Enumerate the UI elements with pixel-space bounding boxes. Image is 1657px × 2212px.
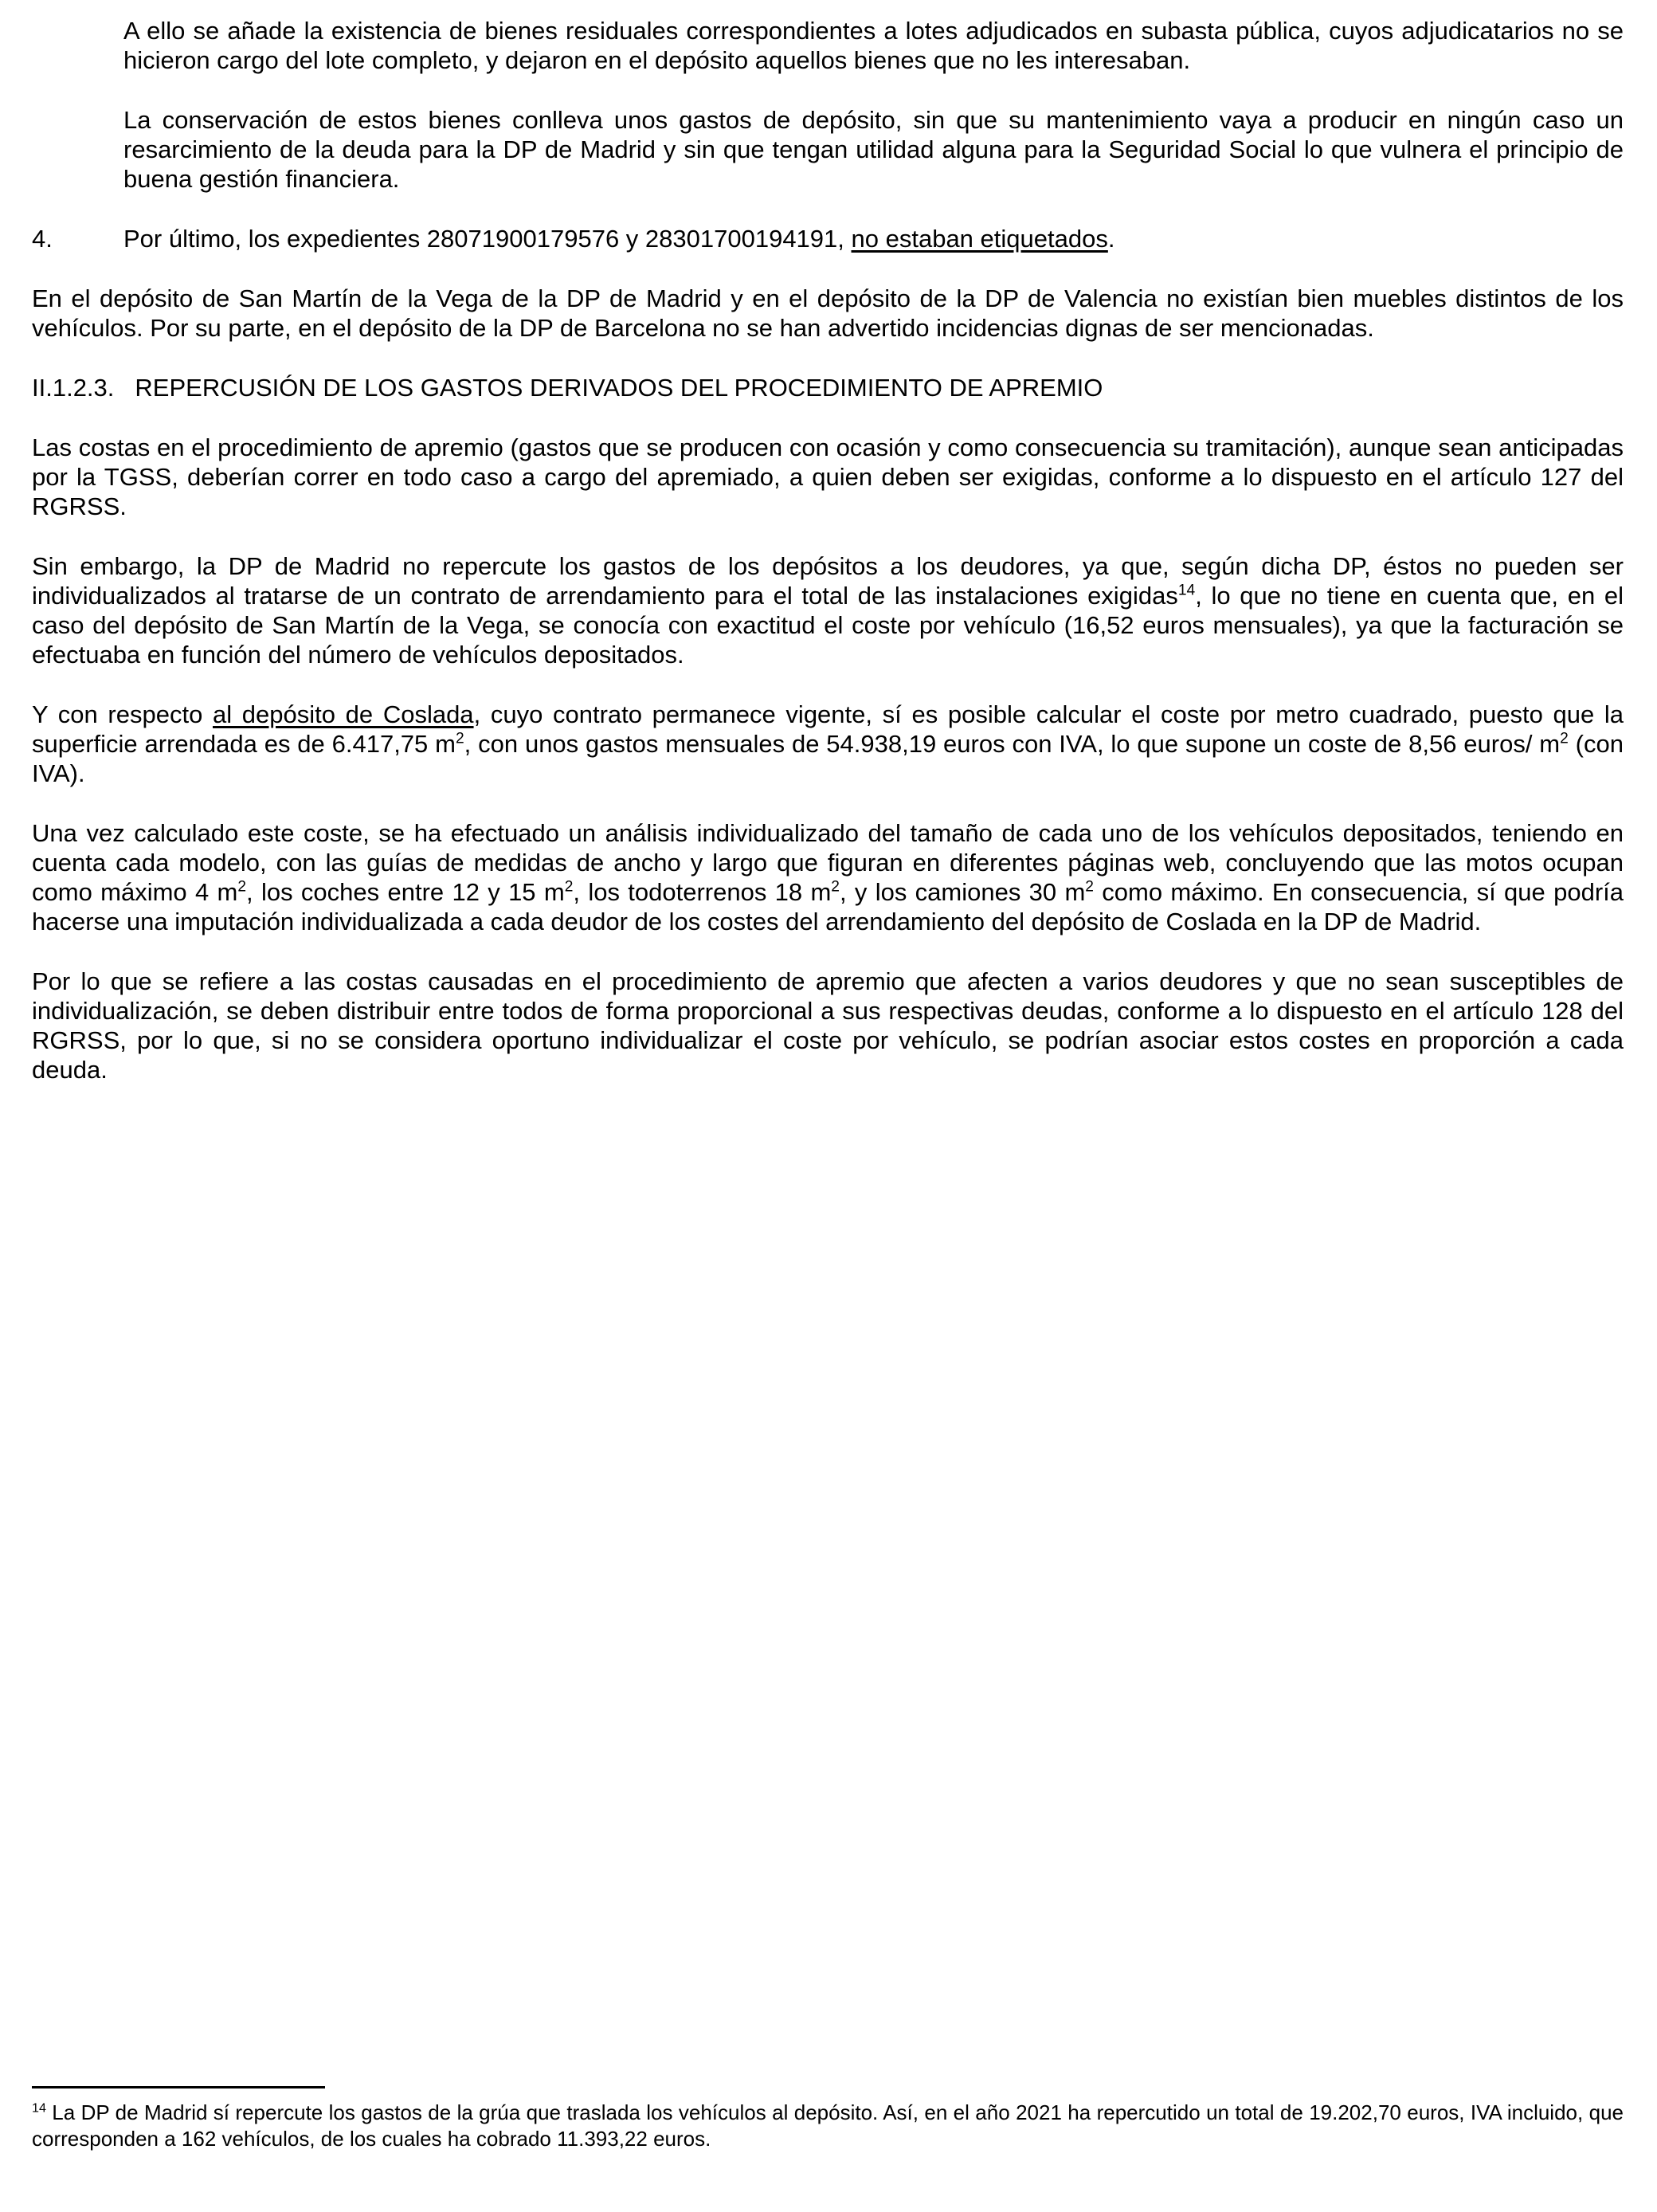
text-segment: Una vez calculado este coste, se ha efectuado un análisis individualizado del tamaño de cada uno de los vehículos depositados, teniendo en cuenta cada modelo, con las guías de medidas de ancho y largo que figuran en diferentes páginas web, concluyendo que las motos ocupan como máximo 4 m bbox=[32, 819, 1624, 906]
text-segment: Sin embargo, la DP de Madrid no repercute los gastos de los depósitos a los deudores, ya que, según dicha DP, éstos no pueden ser individualizados al tratarse de un contrato de arrendamiento para el total de las instalaciones exigidas bbox=[32, 552, 1624, 610]
text-segment: REPERCUSIÓN DE LOS GASTOS DERIVADOS DEL PROCEDIMIENTO DE APREMIO bbox=[135, 374, 1103, 402]
list-item-marker: 4. bbox=[32, 225, 53, 253]
text-segment: Y con respecto bbox=[32, 700, 213, 728]
text-segment: Las costas en el procedimiento de apremio (gastos que se producen con ocasión y como consecuencia su tramitación), aunque sean anticipadas por la TGSS, deberían correr en todo caso a cargo del apremiado, a quien deben ser exigidas, conforme a lo dispuesto en el artículo 127 del RGRSS. bbox=[32, 433, 1624, 520]
superscript: 14 bbox=[1177, 582, 1196, 599]
text-segment: . bbox=[1107, 225, 1115, 253]
paragraph bbox=[123, 105, 1624, 194]
paragraph bbox=[32, 284, 1624, 343]
text-segment: (con IVA). bbox=[32, 730, 1624, 787]
document-content bbox=[32, 16, 1624, 1084]
underlined-text: al depósito de Coslada bbox=[213, 700, 474, 728]
text-segment: , los coches entre 12 y 15 m bbox=[246, 878, 565, 906]
superscript: 2 bbox=[1085, 878, 1094, 896]
footnote-area bbox=[32, 2086, 1624, 2152]
footnote-text bbox=[32, 2100, 1624, 2152]
text-segment: Por lo que se refiere a las costas causadas en el procedimiento de apremio que afecten a varios deudores y que no sean susceptibles de individualización, se deben distribuir entre todos de forma proporcional a sus respectivas deudas, conforme a lo dispuesto en el artículo 128 del RGRSS, por lo que, si no se considera oportuno individualizar el coste por vehículo, se podrían asociar estos costes en proporción a cada deuda. bbox=[32, 967, 1624, 1084]
list-item bbox=[32, 224, 1624, 253]
text-segment: , los todoterrenos 18 m bbox=[573, 878, 832, 906]
footnote-separator bbox=[32, 2086, 325, 2088]
text-segment: La conservación de estos bienes conlleva unos gastos de depósito, sin que su mantenimiento vaya a producir en ningún caso un resarcimiento de la deuda para la DP de Madrid y sin que tengan utilidad alguna para la Seguridad Social lo que vulnera el principio de buena gestión financiera. bbox=[123, 106, 1624, 193]
superscript: 2 bbox=[831, 878, 840, 896]
paragraph bbox=[32, 818, 1624, 936]
heading-number: II.1.2.3. bbox=[32, 374, 115, 402]
superscript: 2 bbox=[237, 878, 247, 896]
underlined-text: no estaban etiquetados bbox=[851, 225, 1108, 253]
paragraph bbox=[123, 16, 1624, 75]
superscript: 2 bbox=[564, 878, 574, 896]
superscript: 2 bbox=[455, 730, 464, 747]
text-segment: , cuyo contrato permanece vigente, sí es posible calcular el coste por metro cuadrado, puesto que la superficie arrendada es de 6.417,75 m bbox=[32, 700, 1624, 758]
text-segment: , y los camiones 30 m bbox=[839, 878, 1086, 906]
text-segment: , lo que no tiene en cuenta que, en el caso del depósito de San Martín de la Vega, se conocía con exactitud el coste por vehículo (16,52 euros mensuales), ya que la facturación se efectuaba en función del número de vehículos depositados. bbox=[32, 582, 1624, 669]
text-segment: A ello se añade la existencia de bienes residuales correspondientes a lotes adjudicados en subasta pública, cuyos adjudicatarios no se hicieron cargo del lote completo, y dejaron en el depósito aquellos bienes que no les interesaban. bbox=[123, 17, 1624, 74]
paragraph bbox=[32, 967, 1624, 1084]
heading bbox=[32, 373, 1624, 402]
paragraph bbox=[32, 700, 1624, 788]
superscript: 14 bbox=[32, 2100, 46, 2116]
text-segment: La DP de Madrid sí repercute los gastos de la grúa que traslada los vehículos al depósito. Así, en el año 2021 ha repercutido un total de 19.202,70 euros, IVA incluido, que corresponden a 162 vehículos, de los cuales ha cobrado 11.393,22 euros. bbox=[32, 2100, 1624, 2151]
text-segment: como máximo. En consecuencia, sí que podría hacerse una imputación individualizada a cada deudor de los costes del arrendamiento del depósito de Coslada en la DP de Madrid. bbox=[32, 878, 1624, 935]
text-segment: En el depósito de San Martín de la Vega de la DP de Madrid y en el depósito de la DP de Valencia no existían bien muebles distintos de los vehículos. Por su parte, en el depósito de la DP de Barcelona no se han advertido incidencias dignas de ser mencionadas. bbox=[32, 284, 1624, 342]
superscript: 2 bbox=[1560, 730, 1569, 747]
text-segment: Por último, los expedientes 28071900179576 y 28301700194191, bbox=[123, 225, 852, 253]
paragraph bbox=[32, 551, 1624, 669]
text-segment: , con unos gastos mensuales de 54.938,19 euros con IVA, lo que supone un coste de 8,56 euros/ m bbox=[464, 730, 1561, 758]
paragraph bbox=[32, 433, 1624, 521]
